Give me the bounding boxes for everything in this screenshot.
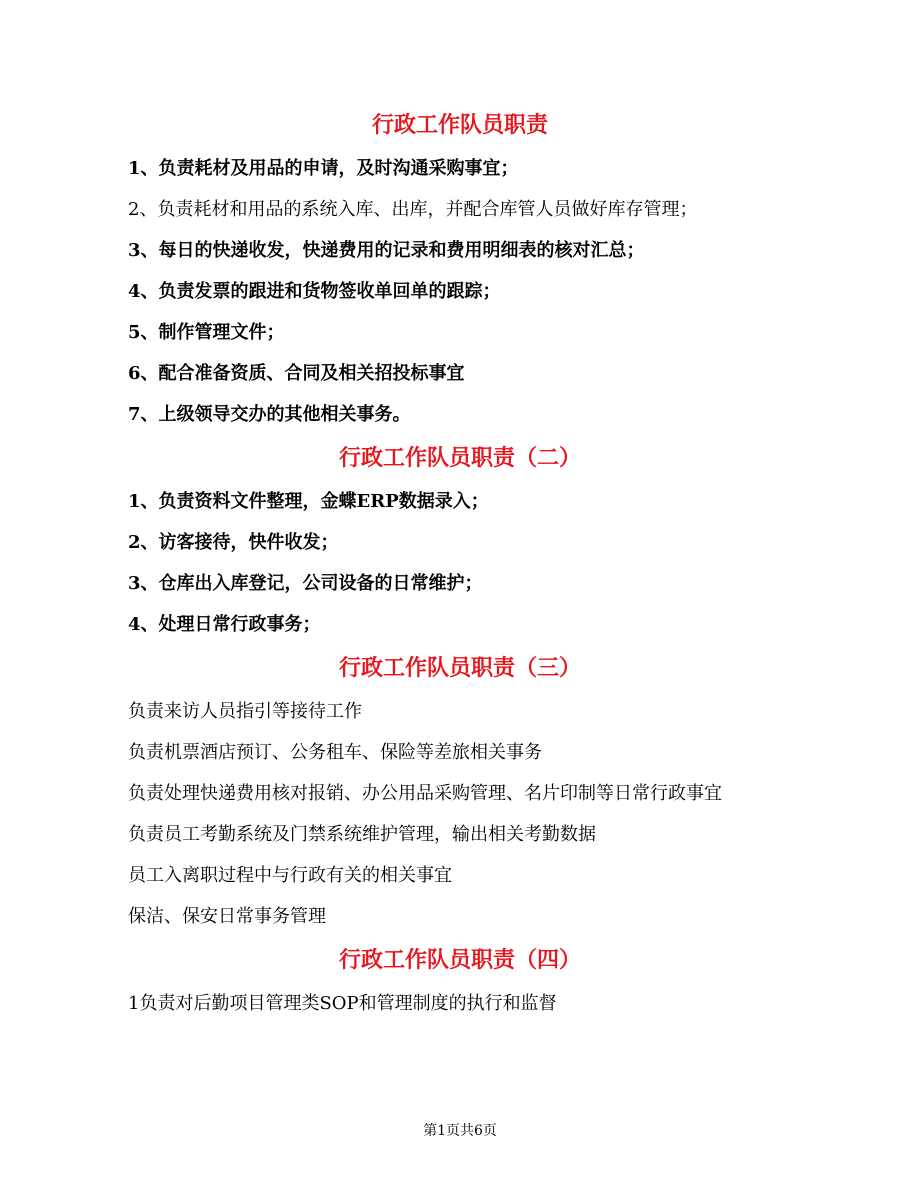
page-number-footer: 第1页共6页 — [423, 1123, 497, 1139]
section-1-item-1: 1、负责耗材及用品的申请，及时沟通采购事宜； — [128, 158, 519, 179]
section-1-item-5: 5、制作管理文件； — [128, 322, 285, 343]
section-3-item-1: 负责来访人员指引等接待工作 — [128, 701, 362, 722]
section-1-title: 行政工作队员职责 — [371, 112, 548, 138]
section-2-title: 行政工作队员职责（二） — [338, 445, 581, 471]
section-1-item-2: 2、负责耗材和用品的系统入库、出库，并配合库管人员做好库存管理； — [128, 199, 698, 220]
section-4-title: 行政工作队员职责（四） — [338, 947, 581, 973]
section-2-item-2: 2、访客接待，快件收发； — [128, 532, 339, 553]
section-3-item-4: 负责员工考勤系统及门禁系统维护管理，输出相关考勤数据 — [128, 824, 596, 845]
section-1-item-7: 7、上级领导交办的其他相关事务。 — [128, 404, 411, 425]
section-4-item-1: 1负责对后勤项目管理类SOP和管理制度的执行和监督 — [128, 993, 557, 1014]
section-3-title: 行政工作队员职责（三） — [338, 655, 581, 681]
section-2-item-4: 4、处理日常行政事务； — [128, 614, 321, 635]
section-3-item-3: 负责处理快递费用核对报销、办公用品采购管理、名片印制等日常行政事宜 — [128, 783, 722, 804]
section-2-item-1: 1、负责资料文件整理，金蝶ERP数据录入； — [128, 491, 489, 512]
section-3-item-6: 保洁、保安日常事务管理 — [128, 906, 326, 927]
section-3-item-2: 负责机票酒店预订、公务租车、保险等差旅相关事务 — [128, 742, 542, 763]
section-1-item-3: 3、每日的快递收发，快递费用的记录和费用明细表的核对汇总； — [128, 240, 645, 261]
section-1-item-6: 6、配合准备资质、合同及相关招投标事宜 — [128, 363, 465, 384]
section-1-item-4: 4、负责发票的跟进和货物签收单回单的跟踪； — [128, 281, 501, 302]
section-3-item-5: 员工入离职过程中与行政有关的相关事宜 — [128, 865, 452, 886]
section-2-item-3: 3、仓库出入库登记，公司设备的日常维护； — [128, 573, 483, 594]
